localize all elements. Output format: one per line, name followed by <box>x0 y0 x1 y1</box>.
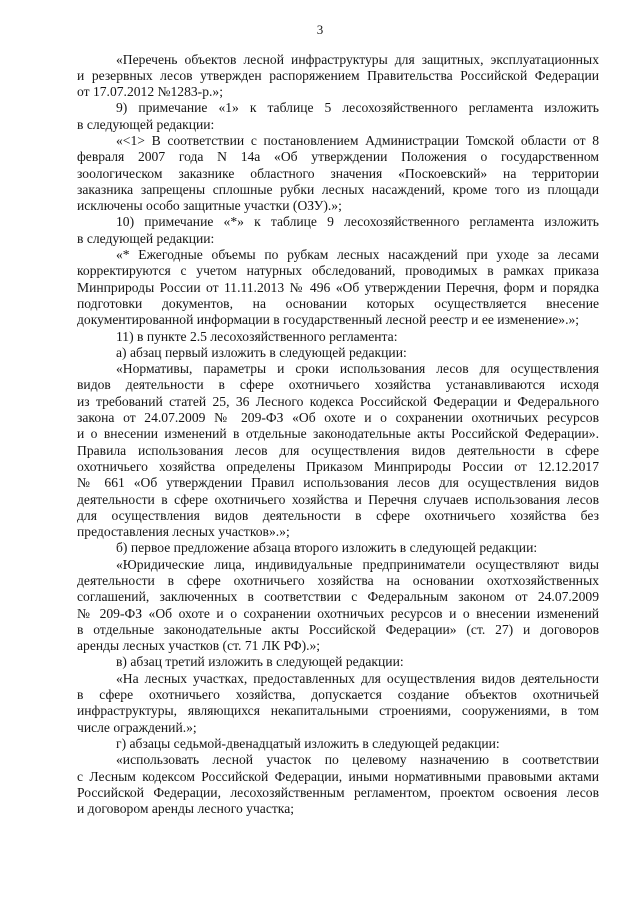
text-line: в сфере охотничьего хозяйства, допускается создание объектов охотничьей <box>77 687 599 703</box>
text-line: подготовки документов, на основании которых осуществляется внесение <box>77 295 599 311</box>
text-line: соглашений, заключенных в соответствии с Федеральным законом от 24.07.2009 <box>77 589 599 605</box>
text-line: зоологическом заказнике областного значения «Поскоевский» на территории <box>77 165 599 181</box>
text-line: № 209-ФЗ «Об охоте и о сохранении охотничьих ресурсов и о внесении изменений <box>77 605 599 621</box>
text-line: 10) примечание «*» к таблице 9 лесохозяйственного регламента изложить <box>116 214 599 230</box>
text-line: «Юридические лица, индивидуальные предприниматели осуществляют виды <box>116 556 599 572</box>
text-line: закона от 24.07.2009 № 209-ФЗ «Об охоте и о сохранении охотничьих ресурсов <box>77 410 599 426</box>
text-line: деятельности в сфере охотничьего хозяйства на основании охотхозяйственных <box>77 573 599 588</box>
text-line: а) абзац первый изложить в следующей редакции: <box>116 344 407 360</box>
text-line: деятельности в сфере охотничьего хозяйства и Перечня случаев использования лесов <box>77 491 599 507</box>
text-line: февраля 2007 года N 14а «Об утверждении Положения о государственном <box>77 149 599 165</box>
text-line: в) абзац третий изложить в следующей редакции: <box>116 654 404 670</box>
text-line: № 661 «Об утверждении Правил использования лесов для осуществления видов <box>77 475 599 491</box>
text-line: аренды лесных участков (ст. 71 ЛК РФ).»; <box>77 638 321 654</box>
text-line: охотничьего хозяйства определены Приказом Минприроды России от 12.12.2017 <box>77 458 599 474</box>
text-line: «* Ежегодные объемы по рубкам лесных насаждений при уходе за лесами <box>116 247 599 263</box>
text-line: в следующей редакции: <box>77 230 215 246</box>
text-line: числе ограждений.»; <box>77 719 197 735</box>
text-line: «использовать лесной участок по целевому назначению в соответствии <box>116 752 599 768</box>
text-line: г) абзацы седьмой-двенадцатый изложить в следующей редакции: <box>116 735 500 751</box>
text-line: «Нормативы, параметры и сроки использования лесов для осуществления <box>116 361 599 377</box>
text-line: с Лесным кодексом Российской Федерации, иными нормативными правовыми актами <box>77 768 599 784</box>
text-line: предоставления лесных участков».»; <box>77 524 290 540</box>
text-line: и договором аренды лесного участка; <box>77 801 295 817</box>
document-body <box>77 52 599 818</box>
text-line: инфраструктуры, являющихся некапитальными строениями, сооружениями, в том <box>77 703 599 719</box>
text-line: для осуществления видов деятельности в сфере охотничьего хозяйства без <box>77 507 599 523</box>
text-line: б) первое предложение абзаца второго изложить в следующей редакции: <box>116 540 538 556</box>
page-number: 3 <box>316 22 324 37</box>
text-line: «<1> В соответствии с постановлением Администрации Томской области от 8 <box>116 132 599 148</box>
text-line: 9) примечание «1» к таблице 5 лесохозяйственного регламента изложить <box>116 100 599 116</box>
text-line: в следующей редакции: <box>77 116 215 132</box>
text-line: Минприроды России от 11.11.2013 № 496 «Об утверждении Перечня, форм и порядка <box>77 279 599 295</box>
text-line: и о внесении изменений в отдельные законодательные акты Российской Федерации». <box>77 426 599 442</box>
text-line: исключены особо защитные участки (ОЗУ).»; <box>77 198 342 214</box>
text-line: «Перечень объектов лесной инфраструктуры для защитных, эксплуатационных <box>116 51 599 67</box>
text-line: Российской Федерации, лесохозяйственным регламентом, проектом освоения лесов <box>77 784 599 800</box>
text-line: документированной информации в государственный лесной реестр и ее изменение».»; <box>77 312 580 328</box>
text-line: заказника запрещены сплошные рубки лесных насаждений, кроме того из площади <box>77 181 599 197</box>
text-line: корректируются с учетом натурных обследований, проводимых в рамках приказа <box>77 263 599 279</box>
text-line: из требований статей 25, 36 Лесного кодекса Российской Федерации и Федерального <box>77 393 599 409</box>
text-line: видов деятельности в сфере охотничьего хозяйства устанавливаются исходя <box>77 377 599 393</box>
text-line: в отдельные законодательные акты Российской Федерации» (ст. 27) и договоров <box>77 621 599 637</box>
text-line: 11) в пункте 2.5 лесохозяйственного регламента: <box>116 328 398 344</box>
text-line: и резервных лесов утвержден распоряжением Правительства Российской Федерации <box>77 67 599 83</box>
text-line: от 17.07.2012 №1283-р.»; <box>77 84 223 100</box>
text-line: «На лесных участках, предоставленных для осуществления видов деятельности <box>116 670 599 686</box>
text-line: Правила использования лесов для осуществления видов деятельности в сфере <box>77 442 599 458</box>
